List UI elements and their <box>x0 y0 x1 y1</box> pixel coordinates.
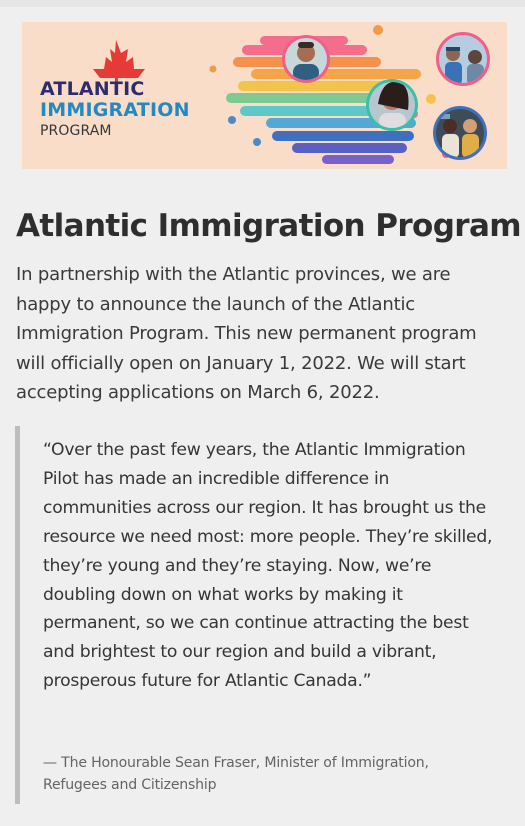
program-logo-immigration: IMMIGRATION <box>40 99 190 121</box>
page-title: Atlantic Immigration Program <box>16 208 522 244</box>
minister-quote: “Over the past few years, the Atlantic Immigration Pilot has made an incredible difference in communities across our region. It has brought us the resource we need most: more people. They’re skilled, they’re young and they’re staying. Now, we’re doubling down on what works by making it permanent, so we can continue attracting the best and brightest to our region and build a vibrant, prosperous future for Atlantic Canada.” <box>43 440 493 692</box>
portrait-photo-icon <box>436 32 490 86</box>
top-divider <box>0 0 525 7</box>
program-logo-atlantic: ATLANTIC <box>40 78 145 100</box>
portrait-photo-icon <box>366 79 418 131</box>
announcement-paragraph: In partnership with the Atlantic provinces, we are happy to announce the launch of the Atlantic Immigration Program. This new permanent program will officially open on January 1, 2022. We will start accepting applications on March 6, 2022. <box>16 264 477 403</box>
program-logo-program: PROGRAM <box>40 123 112 139</box>
portrait-photo-icon <box>433 106 487 160</box>
program-banner <box>22 22 507 169</box>
blockquote-border <box>15 426 20 804</box>
quote-attribution: — The Honourable Sean Fraser, Minister of Immigration, Refugees and Citizenship <box>43 755 429 793</box>
